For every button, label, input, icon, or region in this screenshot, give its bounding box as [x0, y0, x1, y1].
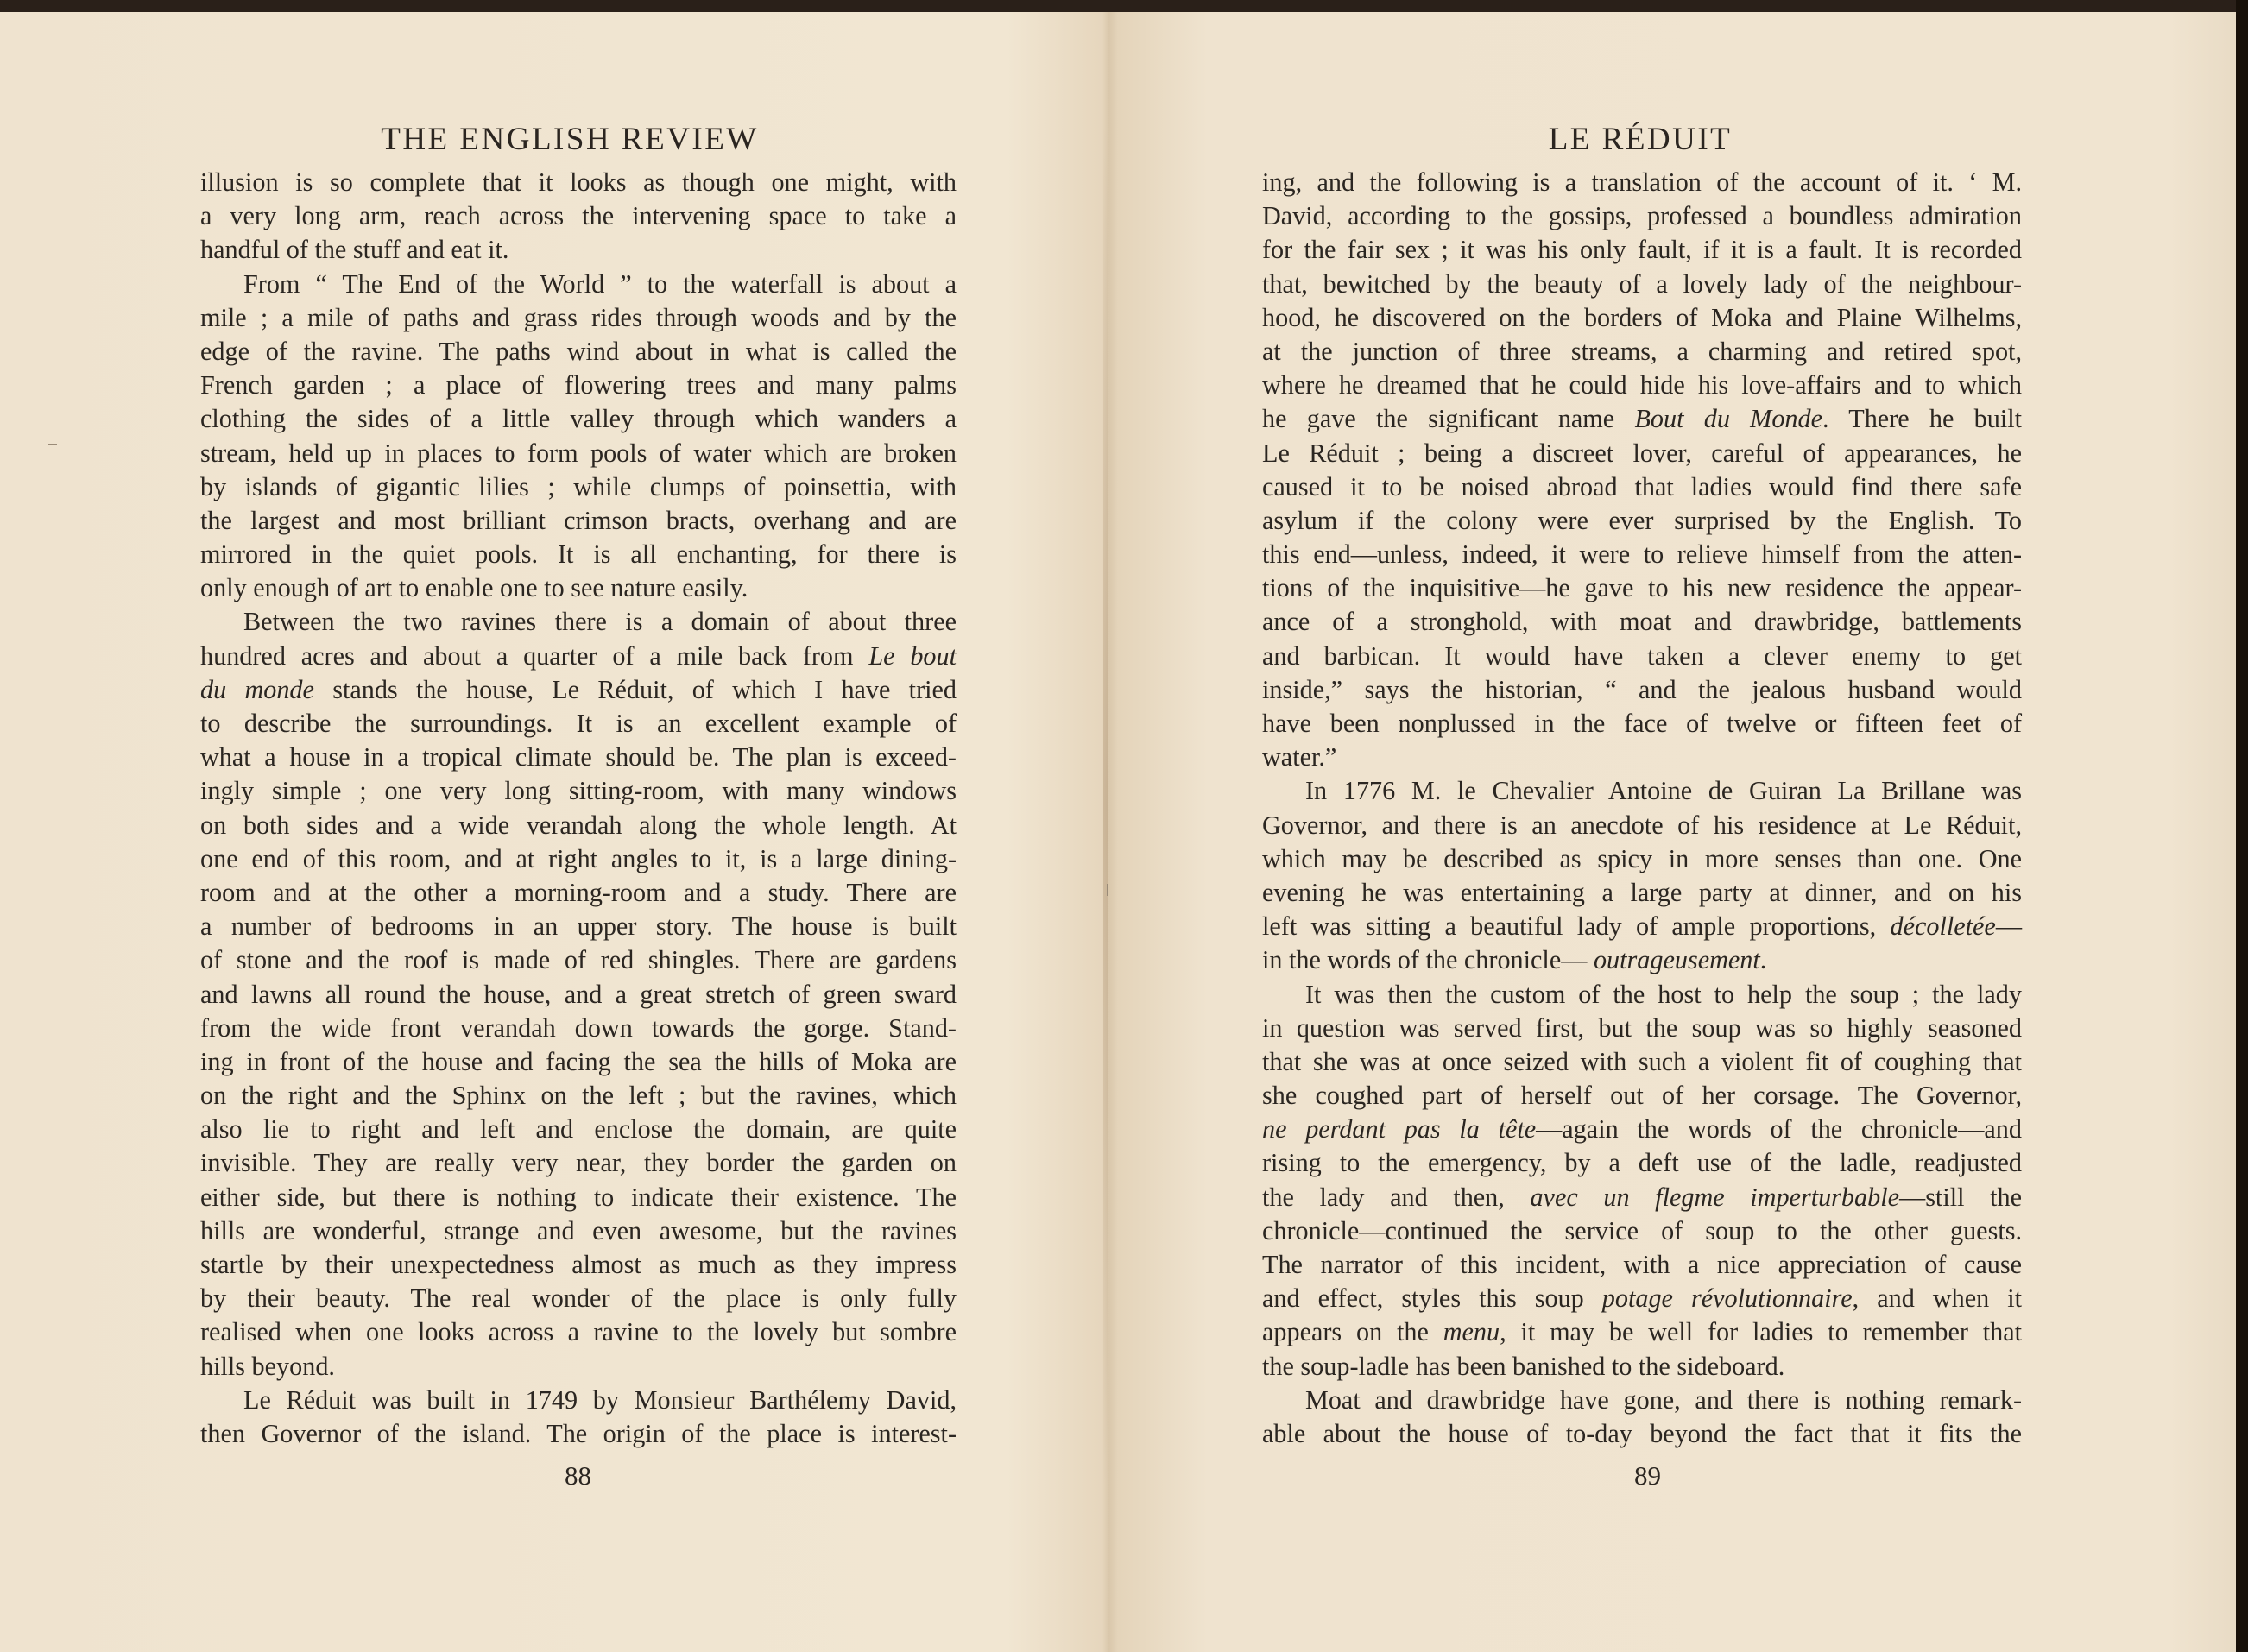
text-line	[1262, 1315, 2022, 1349]
margin-mark	[48, 444, 57, 445]
italic-text: décolletée	[1890, 911, 1996, 942]
line-text: a number of bedrooms in an upper story. The house is built	[200, 911, 957, 942]
line-text: a very long arm, reach across the intervening space to take a	[200, 201, 957, 231]
line-text: caused it to be noised abroad that ladies would find there safe	[1262, 471, 2022, 501]
text-line	[1262, 1417, 2022, 1451]
line-text: asylum if the colony were ever surprised by the English. To	[1262, 505, 2022, 535]
text-line	[1262, 301, 2022, 335]
line-text: water.”	[1262, 742, 1337, 772]
text-line	[200, 605, 957, 639]
line-text: also lie to right and left and enclose the domain, are quite	[200, 1114, 957, 1144]
text-line	[1262, 640, 2022, 673]
line-text: startle by their unexpectedness almost as much as they impress	[200, 1250, 957, 1279]
text-line	[200, 640, 957, 673]
text-line	[200, 369, 957, 402]
text-line	[1262, 233, 2022, 267]
text-line	[200, 1045, 957, 1079]
text-line	[200, 910, 957, 943]
line-text: In 1776 M. le Chevalier Antoine de Guiran La Brillane was	[1305, 776, 2022, 806]
line-text: that, bewitched by the beauty of a lovely lady of the neighbour-	[1262, 268, 2022, 299]
text-line	[200, 402, 957, 436]
line-text-after: .	[1759, 945, 1767, 975]
text-line	[1262, 1012, 2022, 1045]
line-text: he gave the significant name	[1262, 404, 1635, 434]
line-text: ing, and the following is a translation of the account of it. ‘ M.	[1262, 167, 2022, 197]
line-text: rising to the emergency, by a deft use of the ladle, readjusted	[1262, 1148, 2022, 1178]
text-line	[1262, 437, 2022, 470]
line-text-after: —again the words of the chronicle—and	[1536, 1114, 2022, 1144]
text-line	[200, 538, 957, 571]
line-text: only enough of art to enable one to see nature easily.	[200, 573, 748, 603]
italic-text: potage révolutionnaire	[1601, 1283, 1853, 1314]
line-text-after: —still the	[1899, 1182, 2022, 1212]
text-line	[200, 233, 957, 267]
text-line	[1262, 402, 2022, 436]
line-text: room and at the other a morning-room and a study. There are	[200, 877, 957, 907]
line-text: edge of the ravine. The paths wind about in what is called the	[200, 336, 957, 366]
text-line	[200, 1282, 957, 1315]
italic-text: du monde	[200, 674, 314, 704]
italic-text: avec un flegme imperturbable	[1530, 1182, 1899, 1212]
book-gutter	[1103, 124, 1108, 1488]
text-line	[200, 1012, 957, 1045]
line-text: inside,” says the historian, “ and the jealous husband would	[1262, 674, 2022, 704]
line-text: and lawns all round the house, and a great stretch of green sward	[200, 979, 957, 1009]
text-line	[200, 876, 957, 910]
line-text: mile ; a mile of paths and grass rides through woods and by the	[200, 302, 957, 332]
line-text: left was sitting a beautiful lady of ample proportions,	[1262, 911, 1891, 942]
line-text: hills beyond.	[200, 1351, 335, 1381]
line-text: From “ The End of the World ” to the waterfall is about a	[243, 268, 957, 299]
text-line	[200, 1146, 957, 1180]
text-line	[200, 673, 957, 707]
line-text: what a house in a tropical climate should be. The plan is exceed-	[200, 742, 957, 772]
book-spread	[0, 12, 2236, 1652]
line-text: have been nonplussed in the face of twelve or fifteen feet of	[1262, 709, 2022, 738]
line-text: from the wide front verandah down towards the gorge. Stand-	[200, 1012, 957, 1043]
text-line	[1262, 1384, 2022, 1417]
text-line	[200, 774, 957, 808]
line-text: ing in front of the house and facing the sea the hills of Moka are	[200, 1046, 957, 1076]
line-text: Governor, and there is an anecdote of his residence at Le Réduit,	[1262, 810, 2022, 840]
line-text: which may be described as spicy in more senses than one. One	[1262, 843, 2022, 873]
scan-right-edge	[2236, 0, 2248, 1652]
text-line	[1262, 707, 2022, 741]
line-text: in the words of the chronicle—	[1262, 945, 1594, 975]
line-text: Le Réduit ; being a discreet lover, careful of appearances, he	[1262, 438, 2022, 468]
text-line	[1262, 1045, 2022, 1079]
text-line	[1262, 978, 2022, 1012]
line-text: where he dreamed that he could hide his love-affairs and to which	[1262, 370, 2022, 400]
text-line	[1262, 741, 2022, 774]
text-line	[1262, 1214, 2022, 1248]
line-text: invisible. They are really very near, they border the garden on	[200, 1148, 957, 1178]
left-page-text	[200, 166, 957, 1451]
italic-text: ne perdant pas la tête	[1262, 1114, 1537, 1144]
text-line	[1262, 571, 2022, 605]
line-text: on the right and the Sphinx on the left ; but the ravines, which	[200, 1081, 957, 1111]
text-line	[200, 1248, 957, 1282]
right-page-number: 89	[1634, 1460, 1661, 1491]
text-line	[200, 268, 957, 301]
text-line	[200, 978, 957, 1012]
text-line	[1262, 335, 2022, 369]
line-text: that she was at once seized with such a violent fit of coughing that	[1262, 1046, 2022, 1076]
text-line	[1262, 166, 2022, 199]
line-text: this end—unless, indeed, it were to relieve himself from the atten-	[1262, 539, 2022, 570]
line-text-after: , and when it	[1852, 1283, 2023, 1314]
text-line	[1262, 268, 2022, 301]
line-text: Le Réduit was built in 1749 by Monsieur Barthélemy David,	[243, 1384, 957, 1415]
text-line	[200, 1315, 957, 1349]
line-text: on both sides and a wide verandah along the whole length. At	[200, 810, 957, 840]
text-line	[1262, 1079, 2022, 1113]
line-text: appears on the	[1262, 1317, 1443, 1347]
text-line	[200, 470, 957, 504]
left-running-head: THE ENGLISH REVIEW	[381, 122, 759, 157]
line-text: realised when one looks across a ravine to the lovely but sombre	[200, 1317, 957, 1347]
line-text: tions of the inquisitive—he gave to his new residence the appear-	[1262, 573, 2022, 603]
right-page-text	[1262, 166, 2022, 1451]
line-text: mirrored in the quiet pools. It is all enchanting, for there is	[200, 539, 957, 570]
line-text: one end of this room, and at right angles to it, is a large dining-	[200, 843, 957, 873]
text-line	[1262, 1113, 2022, 1146]
line-text-after: stands the house, Le Réduit, of which I have tried	[313, 674, 957, 704]
text-line	[200, 199, 957, 233]
text-line	[1262, 605, 2022, 639]
line-text: to describe the surroundings. It is an excellent example of	[200, 709, 957, 738]
left-page-number: 88	[565, 1460, 591, 1491]
text-line	[200, 1417, 957, 1451]
text-line	[1262, 943, 2022, 977]
italic-text: Le bout	[868, 640, 957, 671]
line-text: The narrator of this incident, with a nice appreciation of cause	[1262, 1250, 2022, 1279]
line-text: illusion is so complete that it looks as though one might, with	[200, 167, 957, 197]
italic-text: outrageusement	[1593, 945, 1760, 975]
line-text: French garden ; a place of flowering trees and many palms	[200, 370, 957, 400]
line-text-after: , it may be well for ladies to remember that	[1500, 1317, 2022, 1347]
text-line	[200, 1079, 957, 1113]
line-text: hills are wonderful, strange and even awesome, but the ravines	[200, 1215, 957, 1245]
line-text-after: . There he built	[1822, 404, 2022, 434]
text-line	[200, 335, 957, 369]
line-text: ance of a stronghold, with moat and drawbridge, battlements	[1262, 607, 2022, 637]
line-text: for the fair sex ; it was his only fault, if it is a fault. It is recorded	[1262, 235, 2022, 265]
text-line	[200, 1214, 957, 1248]
line-text: evening he was entertaining a large party at dinner, and on his	[1262, 877, 2022, 907]
text-line	[200, 809, 957, 842]
line-text-after: —	[1995, 911, 2022, 942]
italic-text: Bout du Monde	[1634, 404, 1822, 434]
text-line	[200, 1181, 957, 1214]
text-line	[1262, 504, 2022, 538]
text-line	[1262, 910, 2022, 943]
line-text: clothing the sides of a little valley through which wanders a	[200, 404, 957, 434]
line-text: David, according to the gossips, professed a boundless admiration	[1262, 201, 2022, 231]
line-text: and effect, styles this soup	[1262, 1283, 1602, 1314]
text-line	[200, 1113, 957, 1146]
line-text: the soup-ladle has been banished to the sideboard.	[1262, 1351, 1785, 1381]
line-text: hundred acres and about a quarter of a mile back from	[200, 640, 869, 671]
line-text: hood, he discovered on the borders of Moka and Plaine Wilhelms,	[1262, 302, 2022, 332]
line-text: the largest and most brilliant crimson bracts, overhang and are	[200, 505, 957, 535]
text-line	[1262, 876, 2022, 910]
text-line	[1262, 1350, 2022, 1384]
text-line	[1262, 538, 2022, 571]
line-text: able about the house of to-day beyond the fact that it fits the	[1262, 1418, 2022, 1448]
text-line	[1262, 1282, 2022, 1315]
text-line	[200, 741, 957, 774]
scan-top-edge	[0, 0, 2248, 12]
text-line	[1262, 199, 2022, 233]
text-line	[1262, 1181, 2022, 1214]
line-text: Moat and drawbridge have gone, and there is nothing remark-	[1305, 1384, 2022, 1415]
text-line	[1262, 369, 2022, 402]
line-text: the lady and then,	[1262, 1182, 1531, 1212]
text-line	[200, 707, 957, 741]
text-line	[200, 437, 957, 470]
line-text: It was then the custom of the host to help the soup ; the lady	[1305, 979, 2022, 1009]
text-line	[200, 1384, 957, 1417]
line-text: by their beauty. The real wonder of the place is only fully	[200, 1283, 957, 1314]
text-line	[1262, 1248, 2022, 1282]
italic-text: menu	[1443, 1317, 1500, 1347]
text-line	[200, 943, 957, 977]
line-text: she coughed part of herself out of her corsage. The Governor,	[1262, 1081, 2022, 1111]
text-line	[1262, 774, 2022, 808]
text-line	[1262, 842, 2022, 876]
text-line	[200, 1350, 957, 1384]
text-line	[1262, 809, 2022, 842]
line-text: Between the two ravines there is a domain of about three	[243, 607, 957, 637]
gutter-mark	[1107, 884, 1108, 896]
line-text: of stone and the roof is made of red shingles. There are gardens	[200, 945, 957, 975]
line-text: either side, but there is nothing to indicate their existence. The	[200, 1182, 957, 1212]
line-text: in question was served first, but the soup was so highly seasoned	[1262, 1012, 2022, 1043]
text-line	[1262, 673, 2022, 707]
text-line	[1262, 1146, 2022, 1180]
line-text: handful of the stuff and eat it.	[200, 235, 509, 265]
text-line	[200, 842, 957, 876]
line-text: and barbican. It would have taken a clever enemy to get	[1262, 640, 2022, 671]
line-text: by islands of gigantic lilies ; while clumps of poinsettia, with	[200, 471, 957, 501]
text-line	[200, 504, 957, 538]
line-text: ingly simple ; one very long sitting-room, with many windows	[200, 776, 957, 806]
right-running-head: LE RÉDUIT	[1548, 122, 1733, 157]
text-line	[1262, 470, 2022, 504]
text-line	[200, 571, 957, 605]
line-text: stream, held up in places to form pools of water which are broken	[200, 438, 957, 468]
line-text: at the junction of three streams, a charming and retired spot,	[1262, 336, 2022, 366]
line-text: chronicle—continued the service of soup to the other guests.	[1262, 1215, 2022, 1245]
text-line	[200, 301, 957, 335]
text-line	[200, 166, 957, 199]
line-text: then Governor of the island. The origin of the place is interest-	[200, 1418, 957, 1448]
